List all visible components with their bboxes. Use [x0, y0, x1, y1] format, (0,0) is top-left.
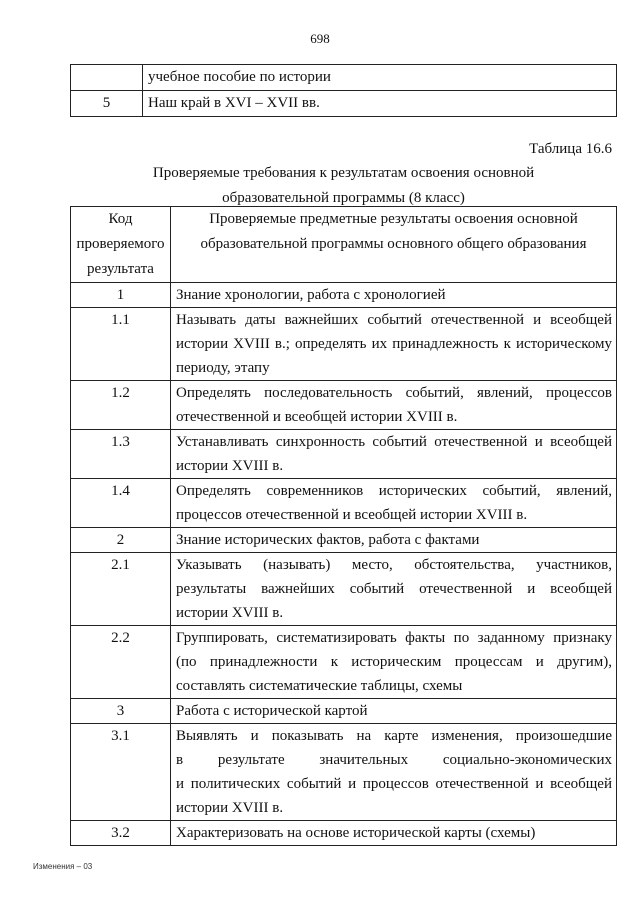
code-cell: 2.2 [71, 626, 171, 699]
description-line: истории XVIII в.; определять их принадлежность к историческому [176, 336, 612, 352]
table-row [71, 381, 617, 430]
code-cell: 1.1 [71, 308, 171, 381]
code-cell: 2.1 [71, 553, 171, 626]
header-line: Код [108, 211, 133, 227]
table-row [71, 553, 617, 626]
description-line: Характеризовать на основе исторической карты (схемы) [176, 825, 536, 841]
table-row [71, 283, 617, 308]
description-line: и политических событий и процессов отечественной и всеобщей [176, 776, 612, 792]
table-row [71, 626, 617, 699]
code-cell: 1 [71, 283, 171, 308]
description-line: Работа с исторической картой [176, 703, 368, 719]
description-line: Указывать (называть) место, обстоятельства, участников, [176, 557, 612, 573]
description-line: процессов отечественной и всеобщей истории XVIII в. [176, 507, 528, 523]
description-cell [171, 821, 617, 846]
footer-revision: Изменения – 03 [33, 862, 93, 871]
description-line: истории XVIII в. [176, 605, 284, 621]
caption-line: Проверяемые требования к результатам освоения основной [152, 165, 535, 181]
description-line: истории XVIII в. [176, 800, 284, 816]
requirements-body [71, 283, 617, 846]
header-line: результата [87, 261, 154, 277]
description-cell [171, 479, 617, 528]
text-cell: Наш край в XVI – XVII вв. [143, 91, 617, 117]
table-row [71, 65, 617, 91]
description-line: Устанавливать синхронность событий отечественной и всеобщей [176, 434, 612, 450]
continued-table [70, 64, 617, 117]
description-cell [171, 430, 617, 479]
description-line: периоду, этапу [176, 360, 270, 376]
description-cell [171, 699, 617, 724]
code-cell: 5 [71, 91, 143, 117]
table-row [71, 91, 617, 117]
page-number: 698 [310, 31, 330, 46]
description-cell [171, 724, 617, 821]
description-line: истории XVIII в. [176, 458, 284, 474]
description-cell [171, 283, 617, 308]
table-row [71, 430, 617, 479]
code-cell: 2 [71, 528, 171, 553]
code-cell: 1.4 [71, 479, 171, 528]
description-line: Выявлять и показывать на карте изменения, произошедшие [176, 728, 612, 744]
description-cell [171, 553, 617, 626]
description-line: результаты важнейших событий отечественной и всеобщей [176, 581, 612, 597]
caption-line: образовательной программы (8 класс) [222, 190, 465, 206]
description-line: Называть даты важнейших событий отечественной и всеобщей [176, 312, 612, 328]
table-row [71, 699, 617, 724]
text-cell: учебное пособие по истории [143, 65, 617, 91]
code-cell: 1.3 [71, 430, 171, 479]
description-cell [171, 308, 617, 381]
description-line: Знание хронологии, работа с хронологией [176, 287, 446, 303]
code-cell: 3 [71, 699, 171, 724]
description-line: Определять последовательность событий, явлений, процессов [176, 385, 612, 401]
description-line: (по принадлежности к историческим процессам и другим), [176, 654, 612, 670]
description-cell [171, 626, 617, 699]
description-cell [171, 528, 617, 553]
code-cell [71, 65, 143, 91]
code-cell: 3.2 [71, 821, 171, 846]
table-row [71, 821, 617, 846]
description-line: Определять современников исторических событий, явлений, [176, 483, 612, 499]
table-caption [70, 161, 617, 211]
description-line: отечественной и всеобщей истории XVIII в. [176, 409, 458, 425]
description-line: составлять систематические таблицы, схемы [176, 678, 463, 694]
header-line: Проверяемые предметные результаты освоения основной [209, 211, 578, 227]
table-row [71, 308, 617, 381]
header-row [71, 207, 617, 283]
header-line: образовательной программы основного общего образования [200, 236, 587, 252]
code-cell: 1.2 [71, 381, 171, 430]
table-row [71, 724, 617, 821]
table-row [71, 479, 617, 528]
table-row [71, 528, 617, 553]
requirements-table [70, 206, 617, 846]
description-line: в результате значительных социально-экономических [176, 752, 612, 768]
description-line: Знание исторических фактов, работа с фактами [176, 532, 480, 548]
description-cell [171, 381, 617, 430]
description-column-header [171, 207, 617, 283]
header-line: проверяемого [76, 236, 165, 252]
code-cell: 3.1 [71, 724, 171, 821]
table-number: Таблица 16.6 [529, 141, 612, 157]
code-column-header [71, 207, 171, 283]
description-line: Группировать, систематизировать факты по заданному признаку [176, 630, 612, 646]
